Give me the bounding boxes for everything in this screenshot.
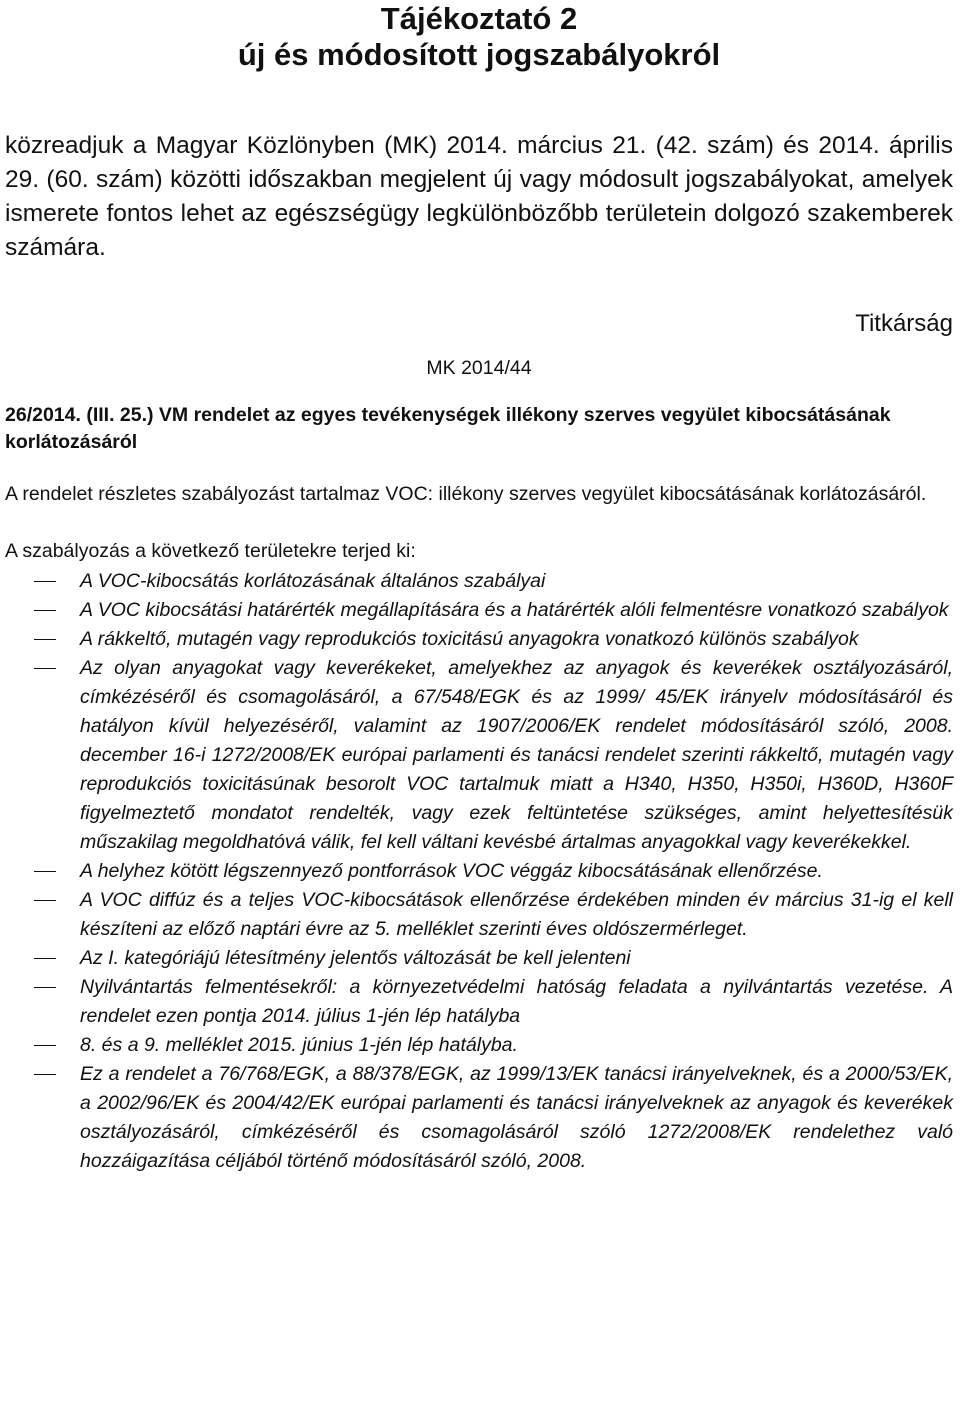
list-item-text: A VOC diffúz és a teljes VOC-kibocsátások ellenőrzése érdekében minden év március 31-ig el kell készíteni az előző naptári évre az 5. melléklet szerinti éves oldószermérleget. — [80, 889, 953, 940]
title-line-1: Tájékoztató 2 — [380, 1, 578, 36]
regulation-heading: 26/2014. (III. 25.) VM rendelet az egyes tevékenységek illékony szerves vegyület kibocsátásának korlátozásáról — [5, 404, 891, 453]
list-item-text: Nyilvántartás felmentésekről: a környezetvédelmi hatóság feladata a nyilvántartás vezetése. A rendelet ezen pontja 2014. július 1-jén lép hatályba — [80, 976, 953, 1027]
scope-list — [5, 567, 953, 1176]
gazette-reference: MK 2014/44 — [426, 357, 532, 379]
list-item — [5, 886, 953, 944]
dash-bullet — [34, 987, 56, 988]
scope-intro: A szabályozás a következő területekre terjed ki: — [5, 540, 416, 562]
secretariat-signature: Titkárság — [855, 310, 953, 337]
list-item-text: A VOC kibocsátási határérték megállapítására és a határérték alóli felmentésre vonatkozó szabályok — [80, 599, 949, 621]
list-item — [5, 625, 953, 654]
list-item-text: A helyhez kötött légszennyező pontforrások VOC véggáz kibocsátásának ellenőrzése. — [80, 860, 823, 882]
document-page — [5, 0, 953, 1176]
list-item-text: Az olyan anyagokat vagy keverékeket, amelyekhez az anyagok és keverékek osztályozásáról, címkézéséről és csomagolásáról, a 67/548/EGK és az 1999/ 45/EK irányelv módosításáról és hatályon kívül helyezéséről, valamint az 1907/2006/EK rendelet módosításáról szóló, 2008. december 16-i 1272/2008/EK európai parlamenti és tanácsi rendelet szerinti rákkeltő, mutagén vagy reprodukciós toxicitásúnak besorolt VOC tartalmuk miatt a H340, H350, H350i, H360D, H360F figyelmeztető mondatot rendelték, vagy ezek feltüntetése szükséges, amint helyettesítésük műszakilag megoldhatóvá válik, fel kell váltani kevésbé ártalmas anyagokkal vagy keverékekkel. — [80, 657, 953, 853]
dash-bullet — [34, 1074, 56, 1075]
regulation-summary: A rendelet részletes szabályozást tartalmaz VOC: illékony szerves vegyület kibocsátásának korlátozásáról. — [5, 483, 927, 505]
list-item — [5, 596, 953, 625]
document-title — [5, 0, 953, 73]
dash-bullet — [34, 668, 56, 669]
list-item — [5, 654, 953, 857]
list-item-text: A rákkeltő, mutagén vagy reprodukciós toxicitású anyagokra vonatkozó különös szabályok — [80, 628, 859, 650]
intro-paragraph: közreadjuk a Magyar Közlönyben (MK) 2014. március 21. (42. szám) és 2014. április 29. (60. szám) közötti időszakban megjelent új vagy módosult jogszabályokat, amelyek ismerete fontos lehet az egészségügy legkülönbözőbb területein dolgozó szakemberek számára. — [5, 132, 953, 261]
list-item-text: Ez a rendelet a 76/768/EGK, a 88/378/EGK, az 1999/13/EK tanácsi irányelveknek, és a 2000/53/EK, a 2002/96/EK és 2004/42/EK európai parlamenti és tanácsi irányelveknek az anyagok és keverékek osztályozásáról, címkézéséről és csomagolásáról szóló 1272/2008/EK rendelethez való hozzáigazítása céljából történő módosításáról szóló, 2008. — [80, 1063, 953, 1172]
list-item — [5, 973, 953, 1031]
list-item — [5, 1060, 953, 1176]
title-line-2: új és módosított jogszabályokról — [237, 37, 721, 72]
dash-bullet — [34, 610, 56, 611]
dash-bullet — [34, 871, 56, 872]
list-item — [5, 1031, 953, 1060]
list-item — [5, 944, 953, 973]
dash-bullet — [34, 581, 56, 582]
dash-bullet — [34, 958, 56, 959]
list-item-text: A VOC-kibocsátás korlátozásának általános szabályai — [80, 570, 546, 592]
list-item-text: Az I. kategóriájú létesítmény jelentős változását be kell jelenteni — [80, 947, 631, 969]
list-item — [5, 857, 953, 886]
dash-bullet — [34, 1045, 56, 1046]
list-item — [5, 567, 953, 596]
dash-bullet — [34, 639, 56, 640]
list-item-text: 8. és a 9. melléklet 2015. június 1-jén lép hatályba. — [80, 1034, 518, 1056]
dash-bullet — [34, 900, 56, 901]
